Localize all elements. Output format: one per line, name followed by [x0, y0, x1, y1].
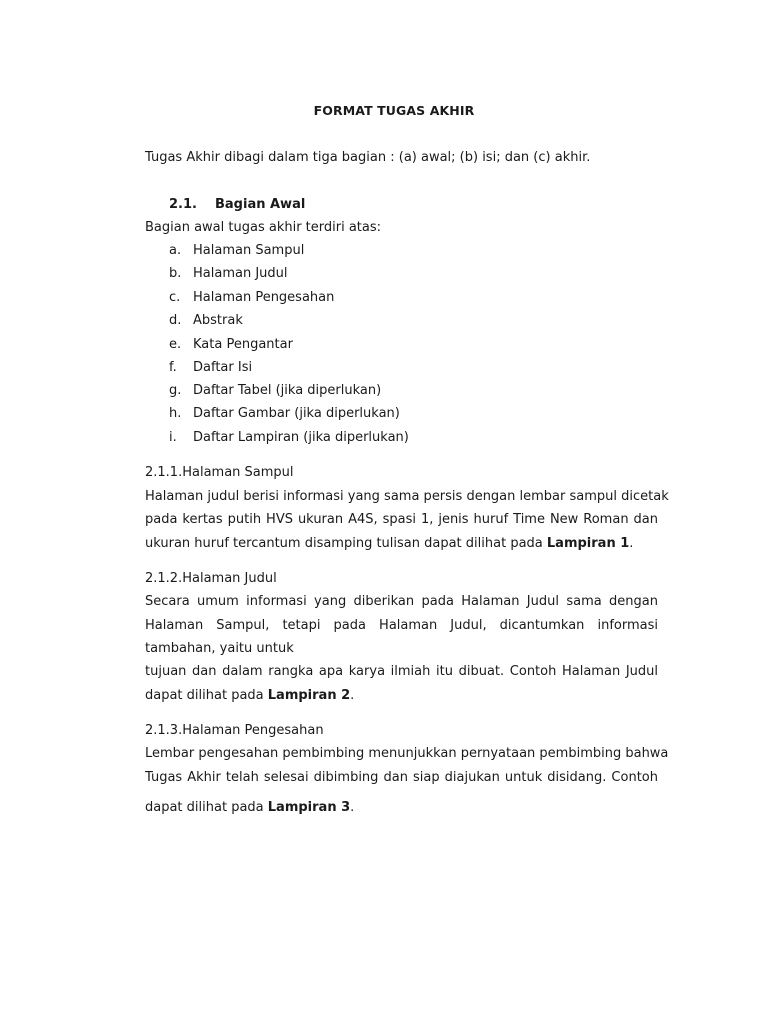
section-lead: Bagian awal tugas akhir terdiri atas: — [145, 220, 382, 235]
paragraph-end: . — [629, 536, 634, 551]
lampiran-ref-3: Lampiran 3 — [267, 800, 351, 815]
lampiran-ref-2: Lampiran 2 — [267, 688, 351, 703]
list-item-letter: d. — [169, 313, 182, 328]
list-item-letter: f. — [169, 360, 177, 375]
subsection-heading-sampul: 2.1.1.Halaman Sampul — [145, 465, 294, 480]
list-item: Daftar Isi — [193, 360, 253, 375]
document-title: FORMAT TUGAS AKHIR — [313, 103, 475, 118]
list-item: Daftar Lampiran (jika diperlukan) — [193, 430, 409, 445]
intro-paragraph: Tugas Akhir dibagi dalam tiga bagian : (a) awal; (b) isi; dan (c) akhir. — [145, 150, 591, 165]
paragraph-line: Secara umum informasi yang diberikan pada Halaman Judul sama dengan — [145, 594, 658, 609]
paragraph-line — [145, 688, 354, 704]
paragraph-line — [145, 536, 633, 552]
list-item-letter: e. — [169, 337, 182, 352]
subsection-heading-pengesahan: 2.1.3.Halaman Pengesahan — [145, 723, 324, 738]
list-item: Daftar Tabel (jika diperlukan) — [193, 383, 382, 398]
list-item-letter: a. — [169, 243, 182, 258]
list-item: Halaman Judul — [193, 266, 288, 281]
paragraph-text: dapat dilihat pada — [145, 800, 268, 815]
list-item: Daftar Gambar (jika diperlukan) — [193, 406, 400, 421]
list-item: Halaman Pengesahan — [193, 290, 335, 305]
section-number: 2.1. — [169, 197, 197, 212]
list-item-letter: c. — [169, 290, 181, 305]
paragraph-line: Tugas Akhir telah selesai dibimbing dan siap diajukan untuk disidang. Contoh — [145, 770, 658, 785]
paragraph-line — [145, 800, 354, 816]
list-item-letter: g. — [169, 383, 182, 398]
list-item: Kata Pengantar — [193, 337, 293, 352]
list-item-letter: b. — [169, 266, 182, 281]
paragraph-line: Halaman Sampul, tetapi pada Halaman Judul, dicantumkan informasi — [145, 618, 658, 633]
paragraph-end: . — [350, 688, 355, 703]
paragraph-line: tujuan dan dalam rangka apa karya ilmiah itu dibuat. Contoh Halaman Judul — [145, 664, 658, 679]
paragraph-line: pada kertas putih HVS ukuran A4S, spasi 1, jenis huruf Time New Roman dan — [145, 512, 658, 527]
list-item-letter: i. — [169, 430, 177, 445]
list-item: Abstrak — [193, 313, 243, 328]
paragraph-line: tambahan, yaitu untuk — [145, 641, 294, 656]
lampiran-ref-1: Lampiran 1 — [546, 536, 630, 551]
list-item: Halaman Sampul — [193, 243, 305, 258]
paragraph-text: ukuran huruf tercantum disamping tulisan dapat dilihat pada — [145, 536, 547, 551]
section-title: Bagian Awal — [215, 197, 306, 212]
list-item-letter: h. — [169, 406, 182, 421]
paragraph-line: Lembar pengesahan pembimbing menunjukkan pernyataan pembimbing bahwa — [145, 746, 669, 761]
subsection-heading-judul: 2.1.2.Halaman Judul — [145, 571, 277, 586]
paragraph-line: Halaman judul berisi informasi yang sama persis dengan lembar sampul dicetak — [145, 489, 669, 504]
paragraph-end: . — [350, 800, 355, 815]
paragraph-text: dapat dilihat pada — [145, 688, 268, 703]
